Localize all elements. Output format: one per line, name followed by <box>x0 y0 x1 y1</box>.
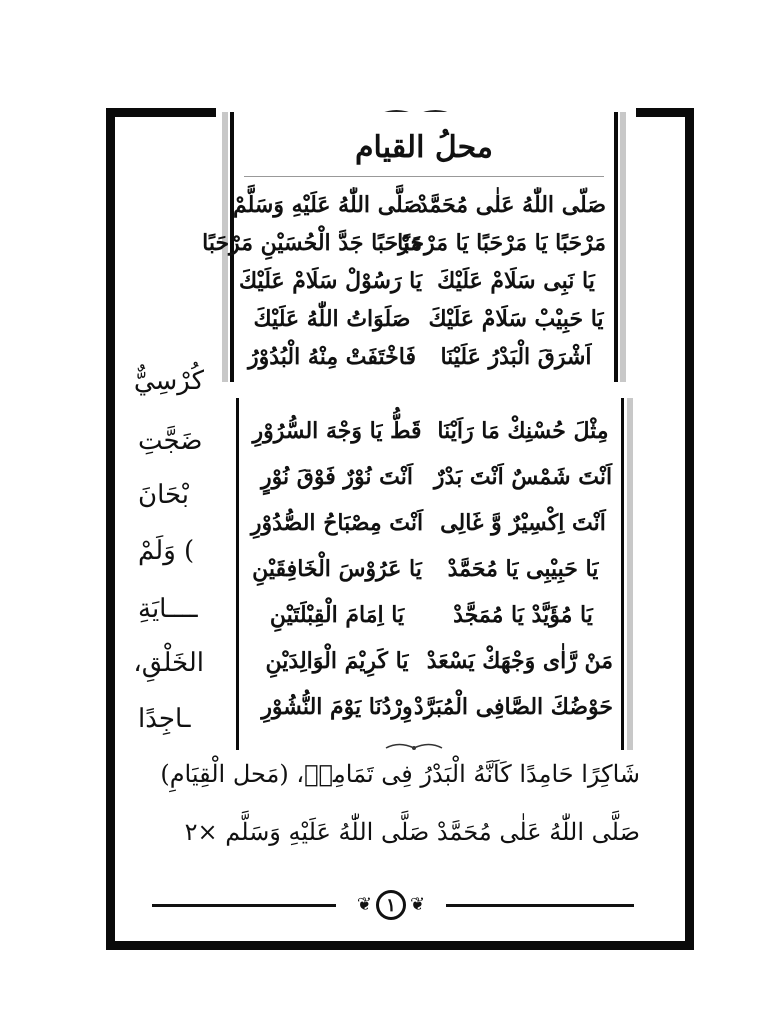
side-word: بْحَانَ <box>138 480 190 510</box>
verse-row <box>247 504 613 542</box>
verse-right: اَشْرَقَ الْبَدْرُ عَلَيْنَا <box>440 344 592 370</box>
verse-left: صَلَوَاتُ اللّٰهُ عَلَيْكَ <box>253 306 411 332</box>
side-word: ضَجَّتِ <box>138 426 203 456</box>
verse-row <box>247 642 613 680</box>
closing-line: صَلَّى اللّٰهُ عَلٰى مُحَمَّدْ صَلَّى اللّٰهُ عَلَيْهِ وَسَلَّم ×٢ <box>184 818 640 846</box>
closing-line: شَاكِرًا حَامِدًا كَاَنَّهُ الْبَدْرُ فِى تَمَامِهٖ، (مَحل الْقِيَامِ) <box>160 760 640 788</box>
side-word: ـاجِدًا <box>138 704 191 734</box>
bottom-verse-panel <box>236 398 624 750</box>
footer-medallion <box>336 886 446 924</box>
panel-shadow-right <box>627 398 633 750</box>
verse-row <box>202 224 606 262</box>
verse-left: مَرْحَبًا جَدَّ الْحُسَيْنِ مَرْحَبًا <box>202 230 422 256</box>
panel-shadow-right <box>620 112 626 382</box>
verse-left: يَا اِمَامَ الْقِبْلَتَيْنِ <box>269 602 405 628</box>
page-number: ١ <box>376 890 406 920</box>
verse-left: وِرْدُنَا يَوْمَ النُّشُوْرِ <box>261 694 413 720</box>
verse-row <box>233 186 606 224</box>
verse-row <box>247 550 613 588</box>
verse-right: مَرْحَبًا يَا مَرْحَبًا يَا مَرْحَبًا <box>397 230 606 256</box>
scroll-ornament-icon: ❦ <box>356 894 372 915</box>
verse-right: يَا حَبِيْبِى يَا مُحَمَّدْ <box>447 556 599 582</box>
verse-left: فَاخْتَفَتْ مِنْهُ الْبُدُوْرُ <box>248 344 416 370</box>
verse-row <box>247 688 613 726</box>
verse-row <box>242 338 606 376</box>
verse-left: يَا رَسُوْلْ سَلَامْ عَلَيْكَ <box>239 268 422 294</box>
verse-left: صَلَّى اللّٰهُ عَلَيْهِ وَسَلَّمْ <box>233 192 422 218</box>
verse-right: يَا مُؤَيَّدْ يَا مُمَجَّدْ <box>453 602 593 628</box>
verse-row <box>242 300 606 338</box>
verse-row <box>239 262 606 300</box>
verse-right: يَا نَبِى سَلَامْ عَلَيْكَ <box>437 268 595 294</box>
verse-row <box>247 412 613 450</box>
side-word: ) وَلَمْ <box>138 536 195 566</box>
verse-left: يَا عَرُوْسَ الْخَافِقَيْنِ <box>252 556 422 582</box>
side-word: ــــايَةِ <box>138 594 198 624</box>
verse-right: صَلّى اللّٰهُ عَلٰى مُحَمَّدْ <box>417 192 606 218</box>
top-verse-panel <box>202 112 618 382</box>
verse-left: اَنْتَ نُوْرٌ فَوْقَ نُوْرٍ <box>261 464 413 490</box>
verse-left: قَطُّ يَا وَجْهَ السُّرُوْرِ <box>252 418 422 444</box>
verse-right: اَنْتَ شَمْسٌ اَنْتَ بَدْرٌ <box>433 464 613 490</box>
verse-right: اَنْتَ اِكْسِيْرٌ وَّ غَالِى <box>440 510 606 536</box>
verse-row <box>247 596 613 634</box>
title-divider <box>244 176 604 177</box>
verse-left: اَنْتَ مِصْبَاحُ الصُّدُوْرِ <box>250 510 424 536</box>
verse-right: مِثْلَ حُسْنِكْ مَا رَاَيْنَا <box>437 418 609 444</box>
side-word: كُرْسِيٌّ <box>133 366 204 396</box>
verse-left: يَا كَرِيْمَ الْوَالِدَيْنِ <box>265 648 409 674</box>
verse-right: يَا حَبِيْبْ سَلَامْ عَلَيْكَ <box>428 306 604 332</box>
side-word: الخَلْقِ، <box>133 648 204 678</box>
verse-row <box>247 458 613 496</box>
scroll-ornament-icon: ❦ <box>410 894 426 915</box>
verse-right: حَوْضُكَ الصَّافِى الْمُبَرَّدْ <box>413 694 613 720</box>
panel-title: محلُ القيام <box>354 130 494 165</box>
verse-right: مَنْ رَّاٰى وَجْهَكْ يَسْعَدْ <box>426 648 613 674</box>
